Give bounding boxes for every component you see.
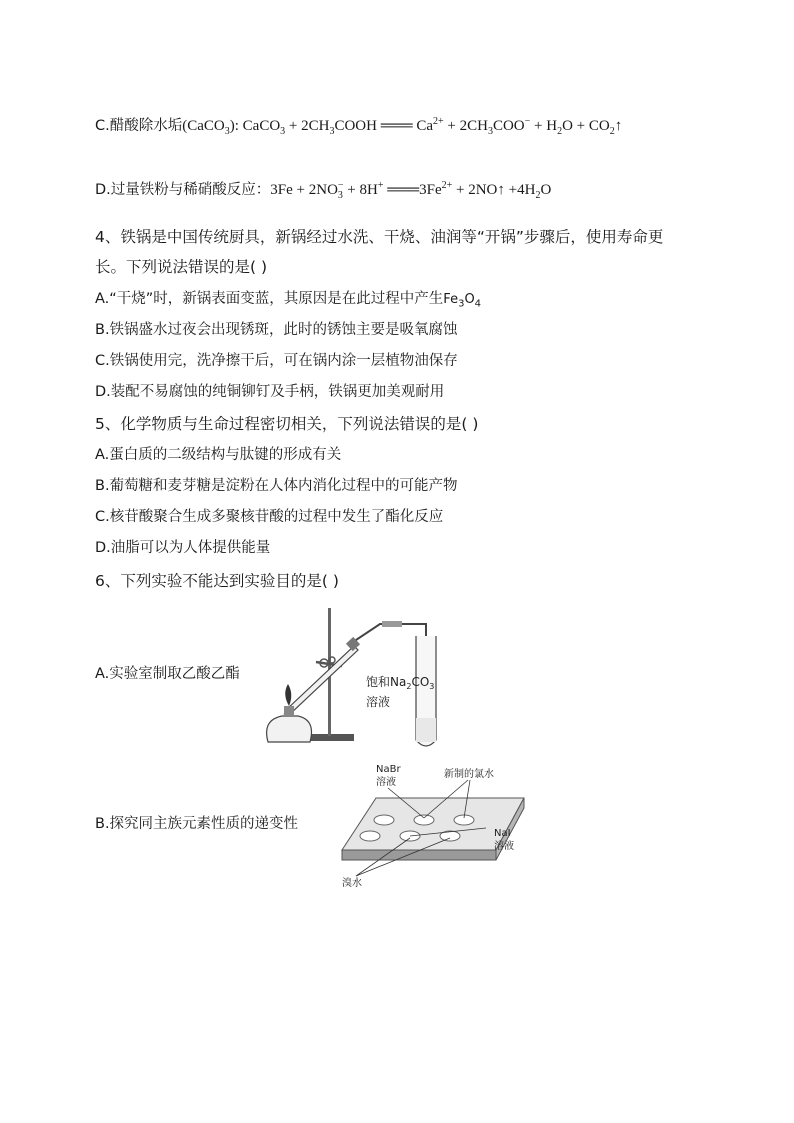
flame — [285, 684, 291, 706]
reaction-tube — [286, 646, 358, 714]
q3-option-d-equation: $3Fe + 2NO_3^- + 8H^+$ $═══3Fe^{2+}$ + 2NO↑ $+4H_2O$ — [270, 180, 552, 201]
q3-option-c — [95, 112, 622, 142]
label-nabr: NaBr — [376, 764, 401, 775]
q6-option-b: B.探究同主族元素性质的递变性 — [95, 816, 299, 832]
q4-stem-line2: 长。下列说法错误的是( ) — [95, 258, 268, 276]
label-nai-solution: 溶液 — [494, 841, 514, 852]
q3-option-c-paren: (CaCO$_3$): — [182, 118, 243, 137]
solution-label-line2: 溶液 — [366, 695, 391, 709]
q4-option-d: D.装配不易腐蚀的纯铜铆钉及手柄，铁锅更加美观耐用 — [95, 384, 445, 400]
well-4 — [360, 831, 380, 841]
spot-plate-figure — [336, 758, 530, 892]
q5-option-a: A.蛋白质的二级结构与肽键的形成有关 — [95, 447, 342, 463]
alcohol-lamp — [267, 716, 312, 742]
q4-option-c: C.铁锅使用完，洗净擦干后，可在锅内涂一层植物油保存 — [95, 353, 458, 369]
label-bromine-water: 溴水 — [342, 878, 362, 889]
label-nai: NaI — [494, 828, 511, 839]
q3-option-d — [95, 176, 551, 206]
q4-option-a-text: A.“干烧”时，新锅表面变蓝，其原因是在此过程中产生 — [95, 291, 444, 307]
spot-plate-front — [342, 850, 496, 860]
rubber-connector — [382, 621, 402, 627]
label-nabr-solution: 溶液 — [376, 777, 396, 788]
q4-stem-line1: 4、铁锅是中国传统厨具，新锅经过水洗、干烧、油润等“开锅”步骤后，使用寿命更 — [95, 228, 664, 246]
esterification-apparatus-figure — [258, 600, 438, 748]
q6-stem: 6、下列实验不能达到实验目的是( ) — [95, 572, 339, 590]
q5-option-c: C.核苷酸聚合生成多聚核苷酸的过程中发生了酯化反应 — [95, 509, 444, 525]
q3-option-c-prefix: C.醋酸除水垢 — [95, 118, 183, 134]
lamp-wick-holder — [284, 706, 294, 716]
q5-option-b: B.葡萄糖和麦芽糖是淀粉在人体内消化过程中的可能产物 — [95, 478, 458, 494]
q4-option-a-formula: $Fe_3O_4$ — [443, 292, 482, 310]
q6-option-a: A.实验室制取乙酸乙酯 — [95, 666, 240, 682]
q3-option-c-equation: CaCO$_3$ + $2CH_3COOH$ ═══ $Ca^{2+} + 2CH_3COO^- + H_2O$ + $CO_2↑$ — [242, 116, 623, 137]
receiving-liquid — [416, 718, 436, 742]
solution-label-line1: 饱和$Na_2CO_3$ — [366, 675, 435, 691]
q5-option-d: D.油脂可以为人体提供能量 — [95, 540, 271, 556]
label-chlorine-water: 新制的氯水 — [444, 769, 494, 780]
q4-option-b: B.铁锅盛水过夜会出现锈斑，此时的锈蚀主要是吸氧腐蚀 — [95, 322, 458, 338]
well-2 — [414, 815, 434, 825]
q4-option-a — [95, 289, 481, 315]
q5-stem: 5、化学物质与生命过程密切相关，下列说法错误的是( ) — [95, 415, 479, 433]
q3-option-d-prefix: D.过量铁粉与稀硝酸反应： — [95, 182, 271, 198]
well-1 — [374, 815, 394, 825]
